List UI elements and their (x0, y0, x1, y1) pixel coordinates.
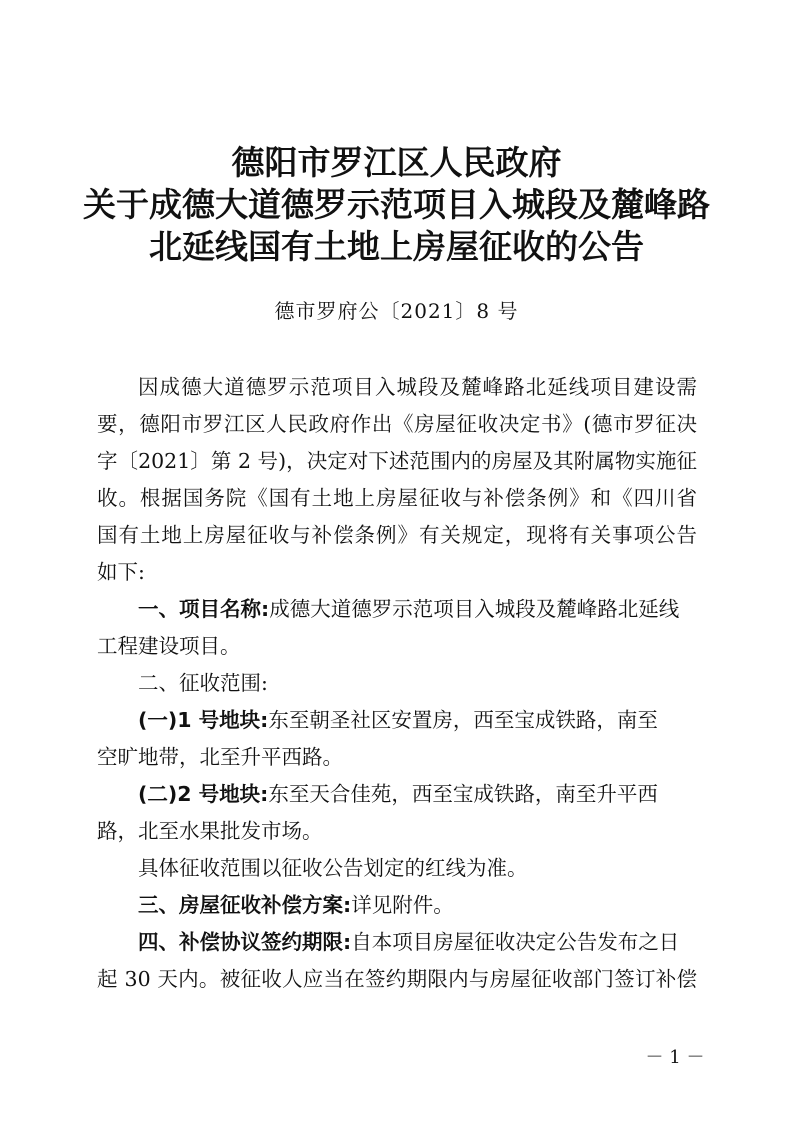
section-4-line-1 (138, 927, 697, 957)
section-3-heading: 三、房屋征收补偿方案: (138, 893, 352, 917)
title-line-3: 北延线国有土地上房屋征收的公告 (149, 227, 644, 266)
plot-1-line-1 (138, 705, 697, 735)
intro-line-1: 因成德大道德罗示范项目入城段及麓峰路北延线项目建设需 (138, 375, 697, 399)
section-1-line-2: 工程建设项目。 (97, 634, 241, 658)
intro-line-3: 字〔2021〕第 2 号)，决定对下述范围内的房屋及其附属物实施征 (97, 449, 697, 473)
page-number: － 1 － (645, 1047, 705, 1068)
plot-2-label: (二)2 号地块: (138, 782, 269, 806)
title-line-2: 关于成德大道德罗示范项目入城段及麓峰路 (83, 185, 710, 224)
title-line-1: 德阳市罗江区人民政府 (231, 143, 562, 182)
section-3-text: 详见附件。 (351, 893, 454, 917)
section-3-line (138, 890, 697, 920)
plot-2-line-2: 路，北至水果批发市场。 (97, 819, 323, 843)
plot-1-text: 东至朝圣社区安置房，西至宝成铁路，南至 (268, 708, 658, 732)
plot-2-text: 东至天合佳苑，西至宝成铁路，南至升平西 (268, 782, 658, 806)
document-number: 德市罗府公〔2021〕8 号 (274, 299, 519, 323)
plot-1-line-2: 空旷地带，北至升平西路。 (97, 745, 343, 769)
intro-line-4: 收。根据国务院《国有土地上房屋征收与补偿条例》和《四川省 (97, 486, 697, 510)
section-4-heading: 四、补偿协议签约期限: (138, 930, 352, 954)
section-4-line-2: 起 30 天内。被征收人应当在签约期限内与房屋征收部门签订补偿 (97, 967, 697, 991)
section-1-line-1 (138, 594, 697, 624)
intro-line-2: 要，德阳市罗江区人民政府作出《房屋征收决定书》(德市罗征决 (97, 412, 697, 436)
intro-line-5: 国有土地上房屋征收与补偿条例》有关规定，现将有关事项公告 (97, 523, 697, 547)
section-2-heading: 二、征收范围: (138, 671, 268, 695)
plot-1-label: (一)1 号地块: (138, 708, 269, 732)
section-1-text: 成德大道德罗示范项目入城段及麓峰路北延线 (269, 597, 680, 621)
range-note: 具体征收范围以征收公告划定的红线为准。 (138, 856, 528, 880)
section-4-text: 自本项目房屋征收决定公告发布之日 (351, 930, 680, 954)
plot-2-line-1 (138, 779, 697, 809)
intro-line-6: 如下: (97, 560, 145, 584)
section-1-heading: 一、项目名称: (138, 597, 270, 621)
